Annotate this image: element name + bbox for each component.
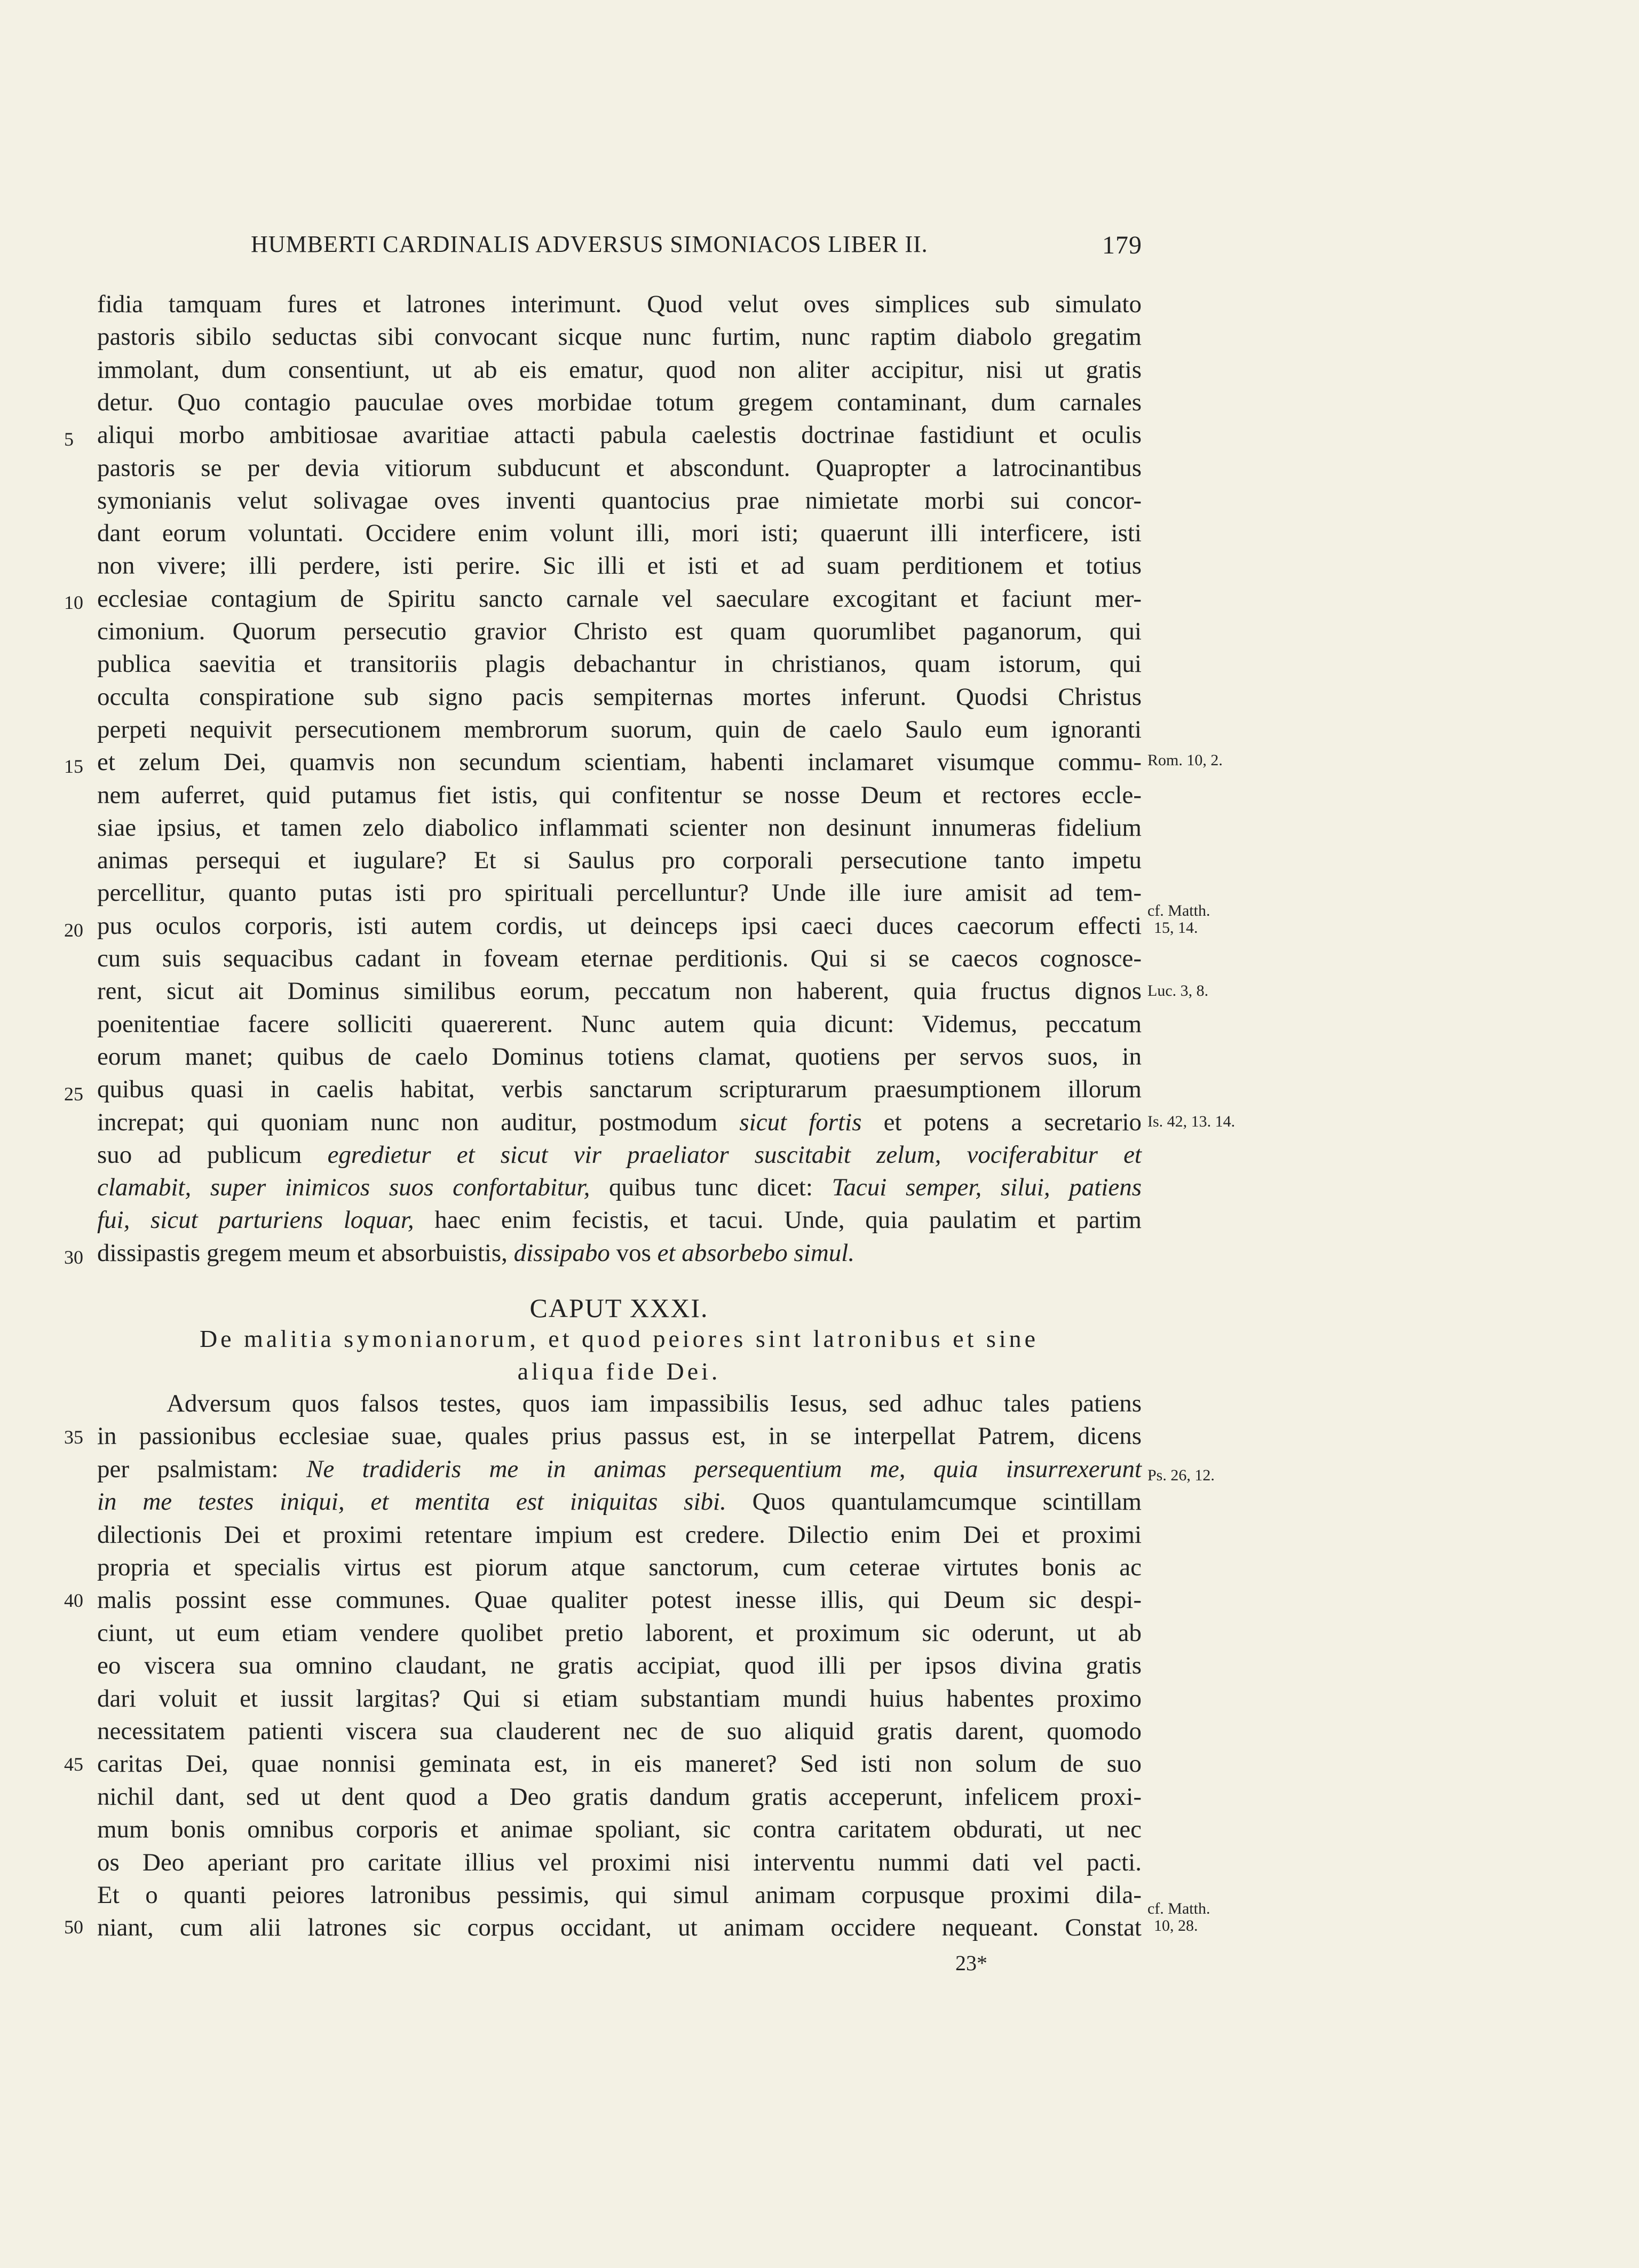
text-line (97, 1781, 1143, 1813)
text-line (97, 681, 1143, 713)
text-line-content (97, 1617, 1142, 1650)
text-line (97, 942, 1143, 975)
text-segment: Tacui semper, silui, patiens (832, 1173, 1142, 1202)
text-line-content (97, 942, 1142, 975)
text-line (97, 452, 1143, 485)
text-line-content (97, 1813, 1142, 1846)
text-line-content (97, 419, 1142, 451)
text-line-content (97, 681, 1142, 713)
text-line (97, 1453, 1143, 1486)
text-line (97, 615, 1143, 648)
text-segment: dant eorum voluntati. Occidere enim volunt illi, mori isti; quaerunt illi interficere, isti (97, 519, 1142, 548)
text-line-content (97, 386, 1142, 419)
text-line-content (97, 1781, 1142, 1813)
text-line (97, 1551, 1143, 1584)
text-segment: eo viscera sua omnino claudant, ne gratis accipiat, quod illi per ipsos divina gratis (97, 1652, 1142, 1680)
margin-note: 15, 14. (1154, 919, 1198, 937)
text-line-content (97, 812, 1142, 844)
text-segment: caritas Dei, quae nonnisi geminata est, in eis maneret? Sed isti non solum de suo (97, 1750, 1142, 1778)
text-line (97, 1584, 1143, 1616)
text-segment: quibus tunc dicet: (590, 1173, 832, 1202)
text-line (97, 386, 1143, 419)
text-line-content (97, 1237, 1142, 1270)
text-segment: Ne tradideris me in animas persequentium me, quia insurrexerunt (306, 1455, 1142, 1483)
text-segment: non vivere; illi perdere, isti perire. Sic illi et isti et ad suam perditionem et totius (97, 552, 1142, 580)
margin-note: Rom. 10, 2. (1147, 751, 1223, 769)
text-segment: dilectionis Dei et proximi retentare impium est credere. Dilectio enim Dei et proximi (97, 1520, 1142, 1549)
text-line (97, 1041, 1143, 1073)
text-line-content (97, 1420, 1142, 1453)
text-segment: haec enim fecistis, et tacui. Unde, quia paulatim et partim (414, 1206, 1142, 1234)
text-segment: dissipabo (513, 1239, 610, 1267)
text-segment: egredietur et sicut vir praeliator suscitabit zelum, vociferabitur et (327, 1140, 1142, 1169)
text-line-content (97, 1453, 1142, 1486)
text-line (97, 288, 1143, 321)
margin-note: Ps. 26, 12. (1147, 1466, 1215, 1484)
text-line-content (97, 648, 1142, 680)
chapter-rubric-line-2: aliqua fide Dei. (517, 1358, 721, 1385)
margin-note: Is. 42, 13. 14. (1147, 1113, 1236, 1130)
text-line (97, 648, 1143, 680)
text-segment: mum bonis omnibus corporis et animae spoliant, sic contra caritatem obdurati, ut nec (97, 1815, 1142, 1844)
text-segment: pastoris sibilo seductas sibi convocant sicque nunc furtim, nunc raptim diabolo gregatim (97, 323, 1142, 351)
text-segment: fui, sicut parturiens loquar, (97, 1206, 414, 1234)
text-segment: suo ad publicum (97, 1140, 328, 1169)
line-number: 50 (64, 1916, 83, 1938)
text-line (97, 1106, 1143, 1139)
text-line (97, 1171, 1143, 1204)
text-segment: clamabit, super inimicos suos (97, 1173, 434, 1202)
running-title: HUMBERTI CARDINALIS ADVERSUS SIMONIACOS LIBER II. (251, 231, 928, 257)
text-segment: et potens a secretario (861, 1108, 1142, 1136)
text-line (97, 1073, 1143, 1106)
text-line-content (97, 583, 1142, 615)
text-segment: poenitentiae facere solliciti quaererent. Nunc autem quia dicunt: Videmus, peccatum (97, 1010, 1142, 1038)
text-line-content (97, 1041, 1142, 1073)
text-line-content (97, 779, 1142, 812)
text-line-content (97, 877, 1142, 909)
chapter-rubric-line-1: De malitia symonianorum, et quod peiores sint latronibus et sine (199, 1325, 1039, 1352)
margin-note: Luc. 3, 8. (1147, 982, 1209, 1000)
text-line (97, 1650, 1143, 1682)
text-line (97, 583, 1143, 615)
line-number: 30 (64, 1247, 83, 1268)
text-line (97, 485, 1143, 517)
text-line-content (97, 1486, 1142, 1518)
text-line (97, 877, 1143, 909)
text-segment: pastoris se per devia vitiorum subducunt et abscondunt. Quapropter a latrocinantibus (97, 454, 1142, 482)
text-segment: eorum manet; quibus de caelo Dominus totiens clamat, quotiens per servos suos, in (97, 1042, 1142, 1070)
margin-note: cf. Matth. (1147, 1900, 1210, 1917)
text-segment: rent, sicut ait Dominus similibus eorum, peccatum non haberent, quia fructus dignos (97, 977, 1142, 1005)
text-line-content (97, 1912, 1142, 1944)
text-line-content (97, 1171, 1142, 1204)
text-line-content (97, 1584, 1142, 1616)
text-line (97, 550, 1143, 582)
text-segment (433, 1173, 453, 1201)
text-segment: perpeti nequivit persecutionem membrorum suorum, quin de caelo Saulo eum ignoranti (97, 715, 1142, 743)
text-line-content (97, 1387, 1142, 1420)
text-segment: siae ipsius, et tamen zelo diabolico inflammati scienter non desinunt innumeras fidelium (97, 813, 1142, 842)
text-segment: nem auferret, quid putamus fiet istis, qui confitentur se nosse Deum et rectores eccle- (97, 781, 1142, 809)
text-line-content (97, 517, 1142, 550)
line-number: 35 (64, 1426, 83, 1448)
text-segment: nichil dant, sed ut dent quod a Deo gratis dandum gratis acceperunt, infelicem proxi- (97, 1782, 1142, 1811)
text-segment: animas persequi et iugulare? Et si Saulus pro corporali persecutione tanto impetu (97, 846, 1142, 875)
text-line (97, 1813, 1143, 1846)
text-segment: cimonium. Quorum persecutio gravior Christo est quam quorumlibet paganorum, qui (97, 617, 1142, 645)
page-number: 179 (1102, 231, 1142, 259)
text-line-content (97, 615, 1142, 648)
text-segment: increpat; qui quoniam nunc non auditur, postmodum (97, 1108, 740, 1136)
text-line-content (97, 1106, 1142, 1139)
text-line (97, 1715, 1143, 1748)
text-line-content (97, 321, 1142, 353)
text-line-content (97, 1204, 1142, 1236)
text-segment: Et o quanti peiores latronibus pessimis, qui simul animam corpusque proximi dila- (97, 1881, 1142, 1909)
text-line (97, 844, 1143, 877)
text-segment: cum suis sequacibus cadant in foveam eternae perditionis. Qui si se caecos cognosce- (97, 945, 1142, 972)
text-segment: per psalmistam: (97, 1455, 306, 1483)
text-segment: in me testes iniqui, et mentita est iniquitas sibi. (97, 1488, 726, 1516)
text-segment: pus oculos corporis, isti autem cordis, ut deinceps ipsi caeci duces caecorum effecti (97, 911, 1142, 940)
text-segment: necessitatem patienti viscera sua clauderent nec de suo aliquid gratis darent, quomodo (97, 1717, 1142, 1745)
text-segment: quibus quasi in caelis habitat, verbis sanctarum scripturarum praesumptionem illorum (97, 1075, 1142, 1104)
text-line (97, 812, 1143, 844)
line-number: 20 (64, 919, 83, 941)
text-segment: sicut fortis (739, 1108, 862, 1136)
signature-mark: 23* (955, 1951, 987, 1975)
text-line-content (97, 550, 1142, 582)
text-line-content (97, 975, 1142, 1008)
text-line (97, 1139, 1143, 1171)
text-line-content (97, 746, 1142, 779)
line-number: 25 (64, 1083, 83, 1105)
text-segment: percellitur, quanto putas isti pro spirituali percelluntur? Unde ille iure amisit ad tem- (97, 879, 1142, 907)
text-line-content (97, 288, 1142, 321)
text-segment: ciunt, ut eum etiam vendere quolibet pretio laborent, et proximum sic oderunt, ut ab (97, 1619, 1142, 1647)
text-line-content (97, 1683, 1142, 1715)
text-line-content (97, 485, 1142, 517)
text-segment: confortabitur, (453, 1173, 590, 1202)
line-number: 5 (64, 429, 74, 450)
text-segment: dissipastis gregem meum et absorbuistis, (97, 1239, 514, 1267)
text-line (97, 1617, 1143, 1650)
text-line-content (97, 1748, 1142, 1780)
text-line (97, 419, 1143, 451)
text-line-content (97, 354, 1142, 386)
text-line (97, 1204, 1143, 1236)
line-number: 10 (64, 592, 83, 613)
text-line (97, 517, 1143, 550)
text-segment: dari voluit et iussit largitas? Qui si etiam substantiam mundi huius habentes proximo (97, 1684, 1142, 1712)
text-line (97, 779, 1143, 812)
text-line-content (97, 1879, 1142, 1912)
text-segment: Adversum quos falsos testes, quos iam impassibilis Iesus, sed adhuc tales patiens (167, 1390, 1142, 1417)
text-line (97, 975, 1143, 1008)
text-line-content (97, 1008, 1142, 1041)
text-line (97, 746, 1143, 779)
text-segment: in passionibus ecclesiae suae, quales prius passus est, in se interpellat Patrem, dicens (97, 1422, 1142, 1450)
text-segment: Quos quantulamcumque scintillam (726, 1488, 1142, 1516)
text-line-content (97, 713, 1142, 746)
text-segment: niant, cum alii latrones sic corpus occidant, ut animam occidere nequeant. Constat (97, 1914, 1142, 1942)
text-segment: et zelum Dei, quamvis non secundum scientiam, habenti inclamaret visumque commu- (97, 748, 1142, 776)
text-line (97, 1387, 1143, 1420)
text-segment: os Deo aperiant pro caritate illius vel proximi nisi interventu nummi dati vel pacti. (97, 1848, 1142, 1876)
text-segment: et absorbebo simul. (657, 1239, 855, 1267)
text-line (97, 1519, 1143, 1551)
text-line (97, 1879, 1143, 1912)
text-line-content (97, 1139, 1142, 1171)
text-segment: malis possint esse communes. Quae qualiter potest inesse illis, qui Deum sic despi- (97, 1586, 1142, 1614)
text-line-content (97, 452, 1142, 485)
chapter-title: CAPUT XXXI. (529, 1293, 709, 1323)
margin-note: cf. Matth. (1147, 902, 1210, 919)
text-line (97, 1748, 1143, 1780)
text-line (97, 1683, 1143, 1715)
text-line (97, 1486, 1143, 1518)
text-line (97, 354, 1143, 386)
text-segment: occulta conspiratione sub signo pacis sempiternas mortes inferunt. Quodsi Christus (97, 683, 1142, 711)
text-segment: propria et specialis virtus est piorum atque sanctorum, cum ceterae virtutes bonis ac (97, 1553, 1142, 1581)
text-segment: vos (609, 1239, 658, 1267)
text-segment: detur. Quo contagio pauculae oves morbidae totum gregem contaminant, dum carnales (97, 388, 1142, 416)
text-line (97, 321, 1143, 353)
text-line (97, 1912, 1143, 1944)
text-line-content (97, 1846, 1142, 1879)
text-line-content (97, 1073, 1142, 1106)
line-number: 45 (64, 1754, 83, 1775)
text-line-content (97, 1551, 1142, 1584)
text-line (97, 1420, 1143, 1453)
text-line (97, 1846, 1143, 1879)
line-number: 15 (64, 756, 83, 777)
text-line (97, 1237, 1143, 1270)
text-line-content (97, 1519, 1142, 1551)
text-segment: fidia tamquam fures et latrones interimunt. Quod velut oves simplices sub simulato (97, 290, 1142, 318)
text-line (97, 713, 1143, 746)
text-segment: ecclesiae contagium de Spiritu sancto carnale vel saeculare excogitant et faciunt mer- (97, 584, 1142, 613)
text-segment: symonianis velut solivagae oves inventi quantocius prae nimietate morbi sui concor- (97, 486, 1142, 514)
text-line-content (97, 1715, 1142, 1748)
text-line-content (97, 1650, 1142, 1682)
text-segment: aliqui morbo ambitiosae avaritiae attacti pabula caelestis doctrinae fastidiunt et oculis (97, 421, 1142, 449)
text-line-content (97, 910, 1142, 942)
text-line (97, 910, 1143, 942)
margin-note: 10, 28. (1154, 1917, 1198, 1934)
line-number: 40 (64, 1590, 83, 1611)
text-segment: publica saevitia et transitoriis plagis debachantur in christianos, quam istorum, qui (97, 650, 1142, 678)
text-line (97, 1008, 1143, 1041)
text-segment: immolant, dum consentiunt, ut ab eis ematur, quod non aliter accipitur, nisi ut gratis (97, 355, 1142, 384)
text-line-content (97, 844, 1142, 877)
